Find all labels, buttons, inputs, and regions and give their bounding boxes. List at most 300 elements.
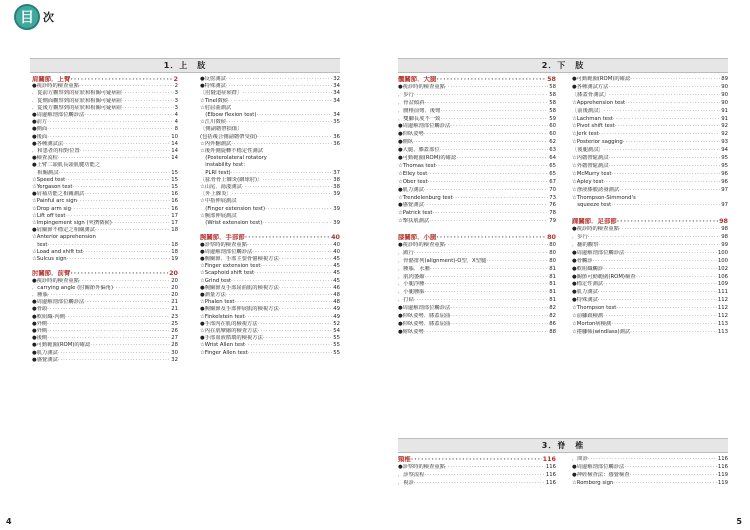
- toc-entry-title: ☆Trendelenburg test: [398, 194, 453, 201]
- toc-leader-dots: [608, 84, 720, 92]
- toc-entry: [200, 263, 340, 270]
- toc-leader-dots: [263, 335, 332, 342]
- toc-entry-page: 48: [333, 292, 340, 298]
- toc-entry: [572, 305, 728, 313]
- toc-leader-dots: [611, 171, 720, 179]
- toc-entry-title: ．腫脹: [32, 292, 48, 298]
- toc-entry-title: ．從側面觀察到的症狀和相關可疑病症: [32, 97, 123, 104]
- toc-leader-dots: [58, 155, 170, 162]
- toc-entry-title: ●腕關節及手部屈曲肌的檢視方法: [200, 284, 279, 291]
- toc-entry-page: 55: [333, 349, 340, 356]
- toc-entry-page: 98: [719, 218, 728, 226]
- toc-entry-page: 3: [174, 90, 178, 97]
- toc-entry-title: ●側臥: [398, 139, 414, 146]
- toc-entry-page: 112: [717, 305, 728, 312]
- toc-entry-title: ●肩袖功能之相關測試: [32, 191, 85, 198]
- toc-entry-title: ●腕關節及手部伸展肌的檢視方法: [200, 306, 279, 313]
- toc-entry: [398, 147, 556, 155]
- toc-entry: [200, 306, 340, 313]
- toc-leader-dots: [226, 292, 332, 299]
- toc-entry: [398, 84, 556, 92]
- toc-section-heading: [32, 76, 178, 83]
- toc-entry-title: ．腫脹．水腫: [398, 265, 430, 272]
- toc-entry-title: ●各種測試方法: [572, 83, 609, 90]
- toc-leader-dots: [65, 213, 170, 220]
- toc-entry: [200, 177, 340, 184]
- toc-entry-title: ☆Morton病檢測: [572, 320, 612, 327]
- toc-entry-page: 112: [717, 313, 728, 319]
- toc-leader-dots: [611, 202, 720, 210]
- toc-entry-page: 116: [545, 479, 556, 486]
- toc-entry-page: 34: [333, 90, 340, 97]
- toc-entry: [398, 108, 556, 116]
- toc-entry-title: ☆內韌帶鬆測試: [572, 155, 609, 161]
- toc-section-heading: [32, 270, 178, 277]
- toc-entry-title: ．腰椎前彎．後彎: [398, 107, 441, 114]
- toc-entry: [398, 464, 556, 472]
- toc-entry-page: 2: [173, 76, 178, 83]
- toc-entry: [32, 148, 178, 155]
- toc-entry: [200, 191, 340, 198]
- toc-entry-title: 膝關節．小腿: [398, 234, 437, 241]
- toc-entry-title: 相關測試: [32, 169, 59, 176]
- toc-entry-title: test: [32, 241, 48, 248]
- toc-leader-dots: [598, 297, 717, 305]
- toc-entry: [32, 256, 178, 263]
- toc-entry: [398, 305, 556, 313]
- toc-entry-page: 81: [549, 289, 556, 296]
- toc-entry-page: 58: [547, 76, 556, 83]
- toc-entry: [398, 281, 556, 289]
- toc-entry-page: 3: [174, 97, 178, 104]
- toc-entry-title: ●周邊解剖部位觸診法: [32, 299, 85, 306]
- toc-entry-page: 14: [171, 155, 178, 162]
- toc-entry-title: ☆Phalen test: [200, 299, 235, 306]
- toc-leader-dots: [445, 242, 548, 250]
- toc-entry-page: 37: [333, 169, 340, 176]
- section-banner-spine: 3．脊 椎: [398, 438, 728, 453]
- toc-entry-page: 16: [171, 205, 178, 212]
- toc-entry: [200, 350, 340, 357]
- toc-entry-title: 〔外上髁炎〕: [200, 191, 232, 198]
- toc-entry-title: ●視診時的檢查重點: [398, 83, 445, 90]
- toc-leader-dots: [613, 116, 720, 124]
- toc-entry: [572, 226, 728, 234]
- toc-entry-page: 98: [721, 234, 728, 240]
- toc-entry: [398, 258, 556, 266]
- toc-leader-dots: [262, 177, 332, 184]
- toc-leader-dots: [47, 126, 173, 133]
- toc-entry-page: 73: [549, 194, 556, 201]
- toc-leader-dots: [84, 299, 170, 306]
- toc-entry-title: ●穩定性測試: [572, 281, 604, 288]
- toc-leader-dots: [636, 274, 717, 282]
- toc-entry: [398, 472, 556, 480]
- toc-entry-page: 35: [333, 119, 340, 126]
- toc-entry: [572, 163, 728, 171]
- toc-entry-title: ．小腿腫脹: [398, 289, 425, 296]
- toc-entry-title: ●腕關節、手部主要骨骼檢視方法: [200, 256, 279, 262]
- toc-entry-title: 頸椎: [398, 456, 411, 463]
- toc-entry: [572, 179, 728, 187]
- toc-leader-dots: [65, 314, 170, 321]
- toc-leader-dots: [65, 177, 170, 184]
- toc-entry-page: 94: [721, 147, 728, 154]
- toc-entry: [398, 195, 556, 203]
- toc-leader-dots: [265, 206, 332, 213]
- toc-entry: [32, 342, 178, 349]
- toc-entry-title: ☆捲腳帳(windlass)測試: [572, 328, 631, 335]
- toc-entry-page: 40: [333, 248, 340, 255]
- toc-leader-dots: [599, 242, 721, 250]
- toc-entry-title: ☆Thomas test: [398, 162, 436, 169]
- toc-leader-dots: [619, 226, 720, 234]
- toc-entry-title: ．跛行: [398, 249, 414, 256]
- toc-entry-title: ☆Load and shift tst: [32, 248, 83, 255]
- toc-leader-dots: [59, 170, 171, 177]
- toc-leader-dots: [411, 456, 542, 464]
- toc-entry-page: 20: [169, 270, 178, 278]
- toc-leader-dots: [619, 187, 720, 195]
- toc-entry-page: 46: [333, 284, 340, 291]
- toc-leader-dots: [425, 274, 549, 282]
- toc-leader-dots: [425, 472, 545, 480]
- toc-entry-page: 113: [717, 320, 728, 327]
- toc-entry-title: ☆Impingement sign (夾擠徵候): [32, 220, 112, 226]
- toc-entry-page: 96: [721, 178, 728, 185]
- toc-entry-page: 34: [333, 112, 340, 118]
- toc-entry: [398, 210, 556, 218]
- toc-entry: [398, 123, 556, 131]
- toc-entry: [200, 134, 340, 141]
- toc-entry-title: ●周邊解剖部位觸診法: [398, 305, 451, 312]
- toc-entry: [32, 242, 178, 249]
- toc-entry-title: ☆Scaphoid shift test: [200, 270, 255, 277]
- toc-entry-page: 81: [549, 265, 556, 272]
- toc-entry-title: ☆Thompson test: [572, 305, 617, 312]
- toc-leader-dots: [258, 321, 333, 328]
- toc-entry-title: ●特殊測試: [572, 297, 598, 304]
- toc-entry-title: ●檢查流程: [32, 155, 58, 162]
- toc-entry: [32, 234, 178, 241]
- toc-leader-dots: [252, 249, 332, 256]
- toc-leader-dots: [615, 123, 721, 131]
- toc-entry-page: 39: [333, 220, 340, 226]
- toc-entry: [398, 250, 556, 258]
- toc-leader-dots: [79, 83, 174, 90]
- toc-entry: [32, 170, 178, 177]
- toc-leader-dots: [425, 289, 549, 297]
- toc-entry-title: ●感覺測試: [32, 356, 58, 363]
- toc-entry: [398, 92, 556, 100]
- toc-leader-dots: [436, 163, 549, 171]
- toc-leader-dots: [47, 119, 173, 126]
- toc-entry-title: ●視診時的檢查重點: [32, 83, 79, 90]
- toc-entry-page: 20: [171, 277, 178, 284]
- toc-leader-dots: [450, 321, 548, 329]
- toc-entry: [200, 321, 340, 328]
- toc-entry-title: ．從後方觀察到的症狀和相關可疑病症: [32, 104, 123, 111]
- toc-entry-title: ☆Patrick test: [398, 210, 433, 217]
- toc-entry: [32, 134, 178, 141]
- toc-entry: [32, 328, 178, 335]
- toc-entry-title: ．肌肉萎縮: [398, 273, 425, 280]
- toc-leader-dots: [242, 90, 332, 97]
- toc-entry-page: 49: [333, 313, 340, 320]
- toc-entry-title: ●特殊測試: [200, 83, 226, 90]
- toc-leader-dots: [425, 281, 549, 289]
- toc-section-heading: [398, 76, 556, 84]
- toc-entry-page: 90: [721, 91, 728, 98]
- toc-leader-dots: [112, 220, 170, 227]
- toc-leader-dots: [433, 210, 549, 218]
- toc-entry-page: 21: [171, 306, 178, 313]
- toc-entry-page: 78: [549, 210, 556, 217]
- toc-entry-page: 55: [333, 342, 340, 349]
- toc-entry-title: ．和患者的相對位置: [32, 148, 80, 154]
- toc-entry-title: ☆Ober test: [398, 178, 428, 185]
- toc-leader-dots: [226, 119, 332, 126]
- toc-entry-title: ．骨盆傾斜: [398, 99, 425, 106]
- toc-entry-title: ☆內外翻測試: [200, 140, 232, 147]
- toc-leader-dots: [445, 464, 545, 472]
- toc-entry: [572, 281, 728, 289]
- toc-entry-page: 15: [171, 176, 178, 183]
- toc-entry-page: 80: [547, 234, 556, 241]
- toc-entry: [398, 480, 556, 488]
- toc-entry: [572, 297, 728, 305]
- toc-entry-title: ☆McMurry test: [572, 170, 612, 177]
- toc-entry-title: ☆Apprehension test: [572, 99, 626, 106]
- toc-leader-dots: [122, 90, 174, 97]
- toc-entry-page: 4: [174, 112, 178, 118]
- toc-leader-dots: [47, 306, 170, 313]
- toc-entry-page: 52: [333, 320, 340, 327]
- toc-entry: [32, 299, 178, 306]
- toc-entry: [200, 141, 340, 148]
- toc-leader-dots: [226, 83, 332, 90]
- toc-entry-page: 93: [721, 139, 728, 146]
- toc-entry: [398, 218, 556, 226]
- toc-leader-dots: [254, 270, 332, 277]
- toc-leader-dots: [424, 131, 548, 139]
- toc-leader-dots: [414, 297, 548, 305]
- toc-entry: [398, 313, 556, 321]
- toc-entry-page: 34: [333, 83, 340, 90]
- toc-entry-title: ☆Speed test: [32, 176, 66, 183]
- toc-entry-title: ●肌力測試: [572, 289, 598, 296]
- toc-entry: [32, 162, 178, 169]
- toc-entry-title: ●診察時的檢查重點: [200, 241, 247, 248]
- toc-entry-page: 80: [549, 257, 556, 264]
- toc-entry-page: 15: [171, 184, 178, 190]
- toc-entry-page: 81: [549, 297, 556, 304]
- toc-entry-page: 45: [333, 263, 340, 270]
- toc-entry-title: 肩關節．上臂: [32, 76, 71, 83]
- toc-entry: [32, 119, 178, 126]
- toc-leader-dots: [450, 313, 548, 321]
- toc-entry-page: 58: [549, 91, 556, 98]
- toc-entry-page: 36: [333, 140, 340, 147]
- toc-entry-page: 40: [331, 234, 340, 242]
- toc-leader-dots: [428, 179, 549, 187]
- toc-leader-dots: [424, 329, 548, 337]
- toc-entry-title: 〔前後測試〕: [572, 107, 604, 114]
- toc-entry: [200, 242, 340, 249]
- toc-entry: [200, 105, 340, 112]
- toc-entry-page: 98: [721, 226, 728, 233]
- toc-entry: [572, 171, 728, 179]
- toc-entry-page: 54: [333, 328, 340, 334]
- toc-leader-dots: [47, 335, 170, 342]
- toc-leader-dots: [122, 98, 174, 105]
- toc-entry: [200, 126, 340, 133]
- toc-leader-dots: [47, 321, 170, 328]
- toc-entry-title: ．診察流程: [398, 471, 425, 478]
- toc-leader-dots: [609, 155, 721, 163]
- toc-entry-title: 髖關節．大腿: [398, 76, 437, 83]
- toc-entry-title: ●周邊解剖部位觸診法: [572, 463, 625, 470]
- toc-leader-dots: [436, 234, 546, 242]
- toc-leader-dots: [440, 116, 548, 124]
- toc-entry-title: ．問診: [572, 456, 588, 462]
- toc-entry: [572, 472, 728, 480]
- toc-entry: [572, 187, 728, 195]
- toc-entry-title: ●周邊解剖部位觸診法: [398, 123, 451, 130]
- toc-entry-page: 4: [174, 119, 178, 126]
- toc-leader-dots: [279, 285, 332, 292]
- page-number-left: 4: [6, 517, 12, 526]
- toc-entry-title: instability test：: [200, 162, 249, 169]
- toc-entry-title: ●周邊解剖部位觸診法: [200, 248, 253, 255]
- toc-entry-page: 119: [717, 479, 728, 486]
- toc-entry: [572, 100, 728, 108]
- toc-leader-dots: [90, 342, 170, 349]
- toc-leader-dots: [262, 220, 332, 227]
- toc-entry-page: 40: [333, 241, 340, 248]
- toc-entry-title: ☆山尾．湯淺測試: [200, 184, 242, 190]
- toc-entry-title: ☆Lift off test: [32, 212, 66, 219]
- toc-entry: [32, 90, 178, 97]
- toc-entry: [572, 155, 728, 163]
- toc-entry: [398, 274, 556, 282]
- toc-entry-title: (Wrist extension test): [200, 220, 263, 226]
- toc-entry-page: 34: [333, 97, 340, 104]
- toc-entry: [398, 242, 556, 250]
- toc-entry-page: 97: [721, 202, 728, 209]
- toc-entry-title: ●後面: [32, 133, 48, 140]
- toc-entry-page: 86: [549, 320, 556, 327]
- toc-entry-title: ☆後外側旋轉不穩定性測試: [200, 148, 264, 154]
- toc-entry: [32, 83, 178, 90]
- toc-entry-page: 92: [721, 123, 728, 130]
- toc-entry-title: 〔肘隧道症候群〕: [200, 90, 243, 97]
- toc-entry-title: ☆Tinel徵候: [200, 97, 228, 104]
- toc-entry-page: 116: [542, 456, 556, 463]
- toc-entry-title: 肘關節．前臂: [32, 270, 71, 278]
- toc-entry-title: ☆Yergason test: [32, 184, 73, 190]
- toc-entry: [572, 195, 728, 203]
- toc-entry-title: ☆Anterior apprehension: [32, 234, 96, 241]
- toc-leader-dots: [425, 100, 549, 108]
- toc-entry: [200, 155, 340, 162]
- toc-leader-dots: [258, 328, 333, 335]
- toc-leader-dots: [440, 147, 549, 155]
- toc-entry: [32, 285, 178, 292]
- toc-leader-dots: [450, 305, 548, 313]
- toc-entry-title: ●診察時的檢查重點: [398, 463, 445, 470]
- toc-entry-page: 16: [171, 198, 178, 205]
- toc-entry: [200, 278, 340, 285]
- toc-entry-title: ☆內在肌攣縮的檢查方法: [200, 328, 258, 334]
- toc-entry: [200, 285, 340, 292]
- toc-leader-dots: [63, 141, 170, 148]
- toc-entry-title: ☆擊扶肌測試: [398, 218, 430, 225]
- toc-leader-dots: [604, 147, 720, 155]
- toc-leader-dots: [67, 256, 171, 263]
- toc-leader-dots: [624, 464, 717, 472]
- toc-entry-title: ●手部血液循環的檢視方法: [200, 335, 263, 342]
- toc-entry-title: ●大腿、膝蓋部位: [398, 147, 440, 154]
- toc-entry-page: 70: [549, 186, 556, 193]
- toc-entry-title: ．雙腳長度不一致: [398, 115, 441, 122]
- toc-entry-title: (Posterolateral rotatory: [200, 155, 267, 162]
- toc-leader-dots: [47, 134, 170, 141]
- toc-entry-page: 58: [549, 83, 556, 90]
- toc-leader-dots: [588, 234, 720, 242]
- toc-entry-page: 65: [549, 162, 556, 169]
- toc-entry-title: ●骨頭: [32, 306, 48, 313]
- toc-entry-title: ●仰臥姿勢: [398, 131, 424, 138]
- toc-leader-dots: [588, 456, 717, 464]
- toc-entry-page: 116: [545, 471, 556, 478]
- toc-entry-title: ☆肘屈曲測試: [200, 104, 232, 111]
- toc-leader-dots: [609, 92, 720, 100]
- toc-entry: [200, 249, 340, 256]
- toc-leader-dots: [603, 281, 717, 289]
- toc-entry: [398, 131, 556, 139]
- toc-entry: [398, 289, 556, 297]
- page-number-right: 5: [736, 517, 742, 526]
- toc-entry-page: 8: [174, 126, 178, 133]
- toc-leader-dots: [47, 242, 170, 249]
- toc-entry: [572, 274, 728, 282]
- toc-entry-page: 59: [549, 115, 556, 122]
- section-banner-lower-limb: 2．下 肢: [398, 58, 728, 73]
- toc-entry-title: squeeze test: [572, 202, 612, 209]
- toc-entry-page: 48: [333, 299, 340, 306]
- toc-entry: [200, 292, 340, 299]
- toc-leader-dots: [48, 292, 170, 299]
- toc-entry-page: 3: [174, 104, 178, 111]
- toc-leader-dots: [630, 76, 720, 84]
- toc-entry-title: ☆Pivot shift test: [572, 123, 615, 130]
- toc-entry: [572, 131, 728, 139]
- toc-leader-dots: [256, 112, 332, 119]
- toc-entry-page: 10: [171, 133, 178, 140]
- toc-leader-dots: [231, 170, 333, 177]
- toc-entry-page: 16: [171, 191, 178, 198]
- toc-leader-dots: [80, 148, 171, 155]
- toc-entry-title: 〔側副韌帶損傷〕: [200, 126, 243, 133]
- toc-leader-dots: [79, 278, 170, 285]
- toc-leader-dots: [624, 250, 717, 258]
- toc-entry: [200, 270, 340, 277]
- toc-entry-title: ☆Elley test: [398, 170, 428, 177]
- toc-entry-title: (Elbow flexion test): [200, 112, 257, 118]
- toc-leader-dots: [235, 299, 333, 306]
- toc-entry: [572, 289, 728, 297]
